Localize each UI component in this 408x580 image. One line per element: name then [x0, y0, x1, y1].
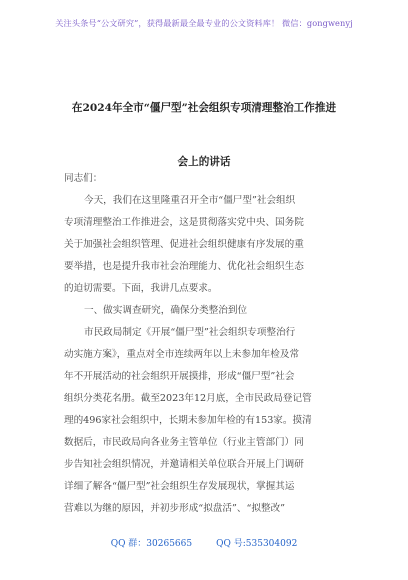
qq-group-number: QQ 群：30265665 — [110, 539, 193, 549]
header-banner: 关注头条号“公文研究”，获得最新最全最专业的公文资料库！ 微信：gongwenyj — [55, 18, 353, 28]
paragraph-line: 年不开展活动的社会组织开展摸排，形成“僵尸型”社会 — [64, 371, 295, 382]
paragraph-line: 步告知社会组织情况，并邀请相关单位联合开展上门调研 — [64, 459, 304, 470]
paragraph-line: 数据后，市民政局向各业务主管单位（行业主管部门）同 — [64, 437, 304, 448]
paragraph-line: 详细了解各“僵尸型”社会组织生存发展现状，掌握其运 — [64, 481, 295, 492]
qq-number: QQ 号:535304092 — [216, 539, 298, 549]
paragraph-line: 专项清理整治工作推进会，这是贯彻落实党中央、国务院 — [64, 217, 304, 228]
document-title-continued: 会上的讲话 — [177, 156, 231, 168]
paragraph-line: 市民政局制定《开展“僵尸型”社会组织专项整治行 — [84, 327, 296, 338]
paragraph-line: 营难以为继的原因，并初步形成“拟盘活”、“拟整改” — [64, 503, 286, 514]
paragraph-line: 组织分类花名册。截至2023年12月底，全市民政局登记管 — [64, 393, 312, 404]
paragraph-line: 的迫切需要。下面，我讲几点要求。 — [64, 283, 218, 294]
paragraph-line: 动实施方案》，重点对全市连续两年以上未参加年检及常 — [64, 349, 300, 360]
section-heading: 一、做实调查研究，确保分类整治到位 — [84, 305, 248, 316]
greeting: 同志们： — [64, 173, 103, 184]
paragraph-line: 理的496家社会组织中，长期未参加年检的有153家。摸清 — [64, 415, 312, 426]
paragraph-line: 要举措，也是提升我市社会治理能力、优化社会组织生态 — [64, 261, 304, 272]
paragraph-line: 关于加强社会组织管理、促进社会组织健康有序发展的重 — [64, 239, 304, 250]
footer-contacts — [0, 536, 408, 549]
document-title: 在2024年全市“僵尸型”社会组织专项清理整治工作推进 — [71, 102, 337, 114]
paragraph-line: 今天，我们在这里隆重召开全市“僵尸型”社会组织 — [84, 195, 296, 206]
